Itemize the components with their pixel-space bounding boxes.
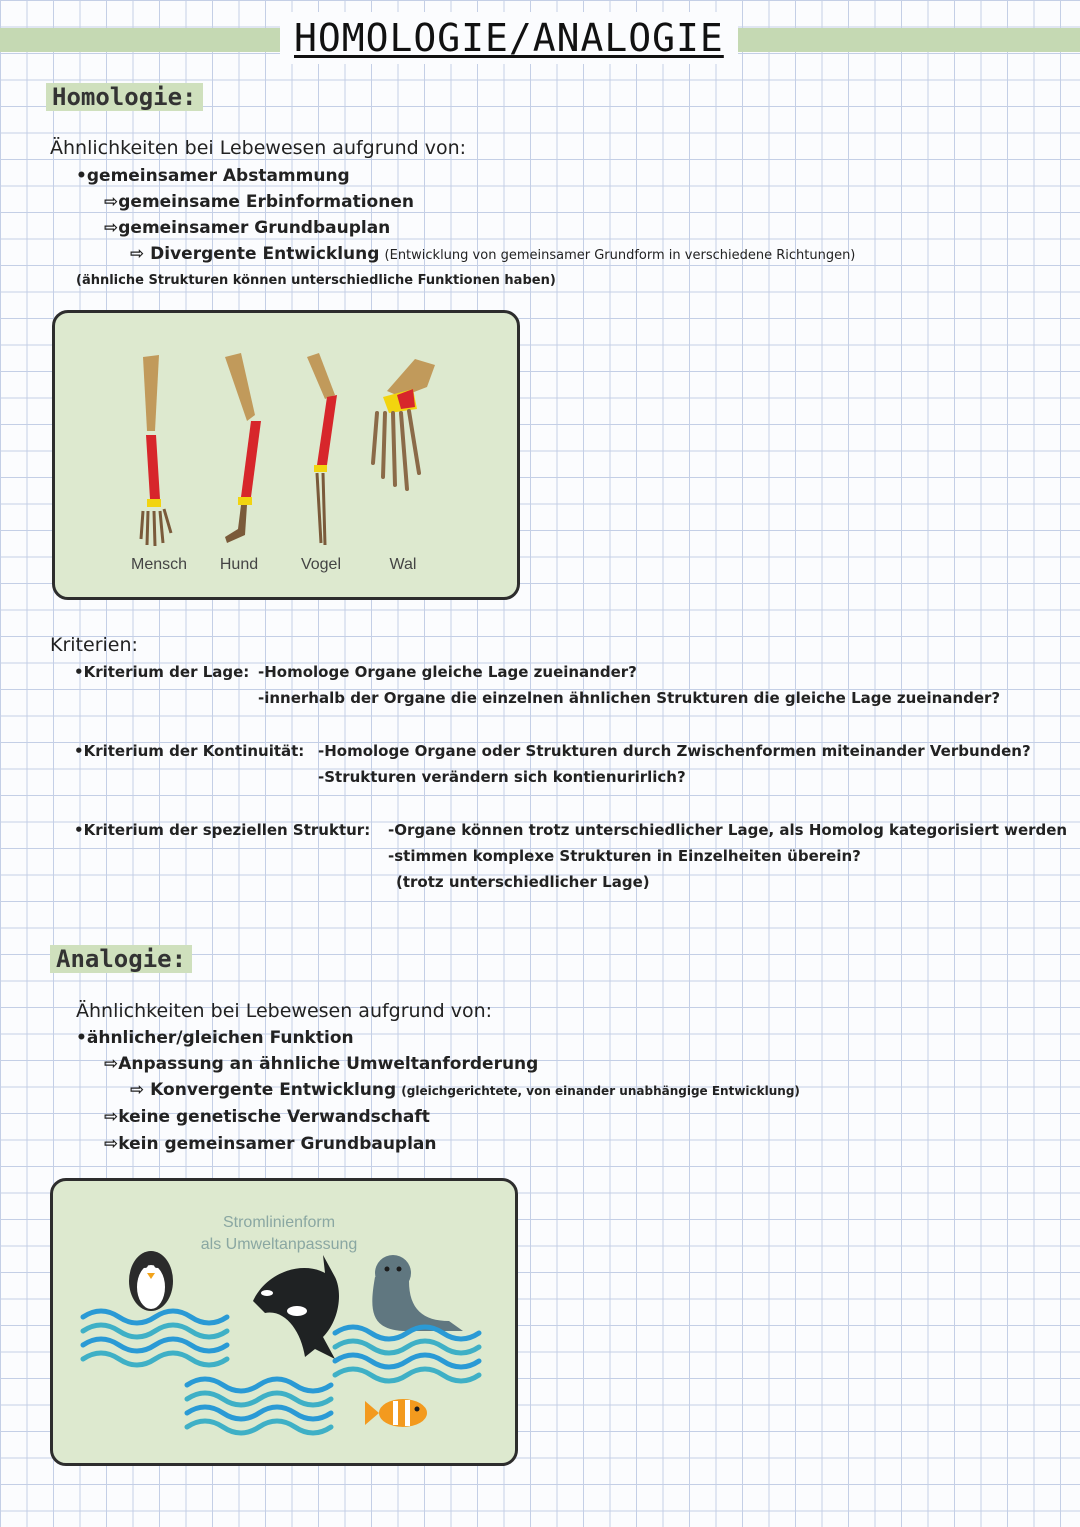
bird-wing bbox=[307, 353, 337, 545]
human-arm bbox=[141, 355, 171, 546]
waves-left-icon bbox=[83, 1311, 227, 1365]
homologie-sub1: ⇨gemeinsame Erbinformationen bbox=[104, 192, 414, 212]
seal-icon bbox=[372, 1255, 463, 1331]
homologie-sub3 bbox=[130, 242, 855, 268]
streamline-illustration bbox=[53, 1181, 515, 1463]
dog-leg bbox=[225, 353, 261, 543]
homologie-figure bbox=[52, 310, 520, 600]
divergent-note: (Entwicklung von gemeinsamer Grundform in verschiedene Richtungen) bbox=[384, 248, 856, 263]
kriterium-struktur-3: (trotz unterschiedlicher Lage) bbox=[396, 873, 650, 891]
kriterium-kontinuitaet-2: -Strukturen verändern sich kontienurirlich? bbox=[318, 768, 686, 786]
waves-bottom-icon bbox=[187, 1379, 331, 1433]
caption-line-1: Stromlinienform bbox=[222, 1214, 336, 1231]
analogie-sub3: ⇨keine genetische Verwandschaft bbox=[104, 1107, 430, 1127]
analogie-intro: Ähnlichkeiten bei Lebewesen aufgrund von: bbox=[76, 1000, 493, 1022]
analogie-figure bbox=[50, 1178, 518, 1466]
fish-icon bbox=[365, 1399, 427, 1427]
orca-icon bbox=[253, 1255, 339, 1359]
label-wal: Wal bbox=[389, 556, 417, 573]
label-mensch: Mensch bbox=[130, 556, 188, 573]
analogie-sub1: ⇨Anpassung an ähnliche Umweltanforderung bbox=[104, 1054, 539, 1074]
kriterium-lage-1: -Homologe Organe gleiche Lage zueinander? bbox=[258, 663, 637, 681]
homologie-remark: (ähnliche Strukturen können unterschiedliche Funktionen haben) bbox=[76, 273, 556, 288]
kriterium-lage-2: -innerhalb der Organe die einzelnen ähnlichen Strukturen die gleiche Lage zueinander? bbox=[258, 689, 1001, 707]
penguin-icon bbox=[129, 1251, 173, 1311]
kriterium-kontinuitaet-label: •Kriterium der Kontinuität: bbox=[74, 742, 305, 760]
divergent-label: ⇨ Divergente Entwicklung bbox=[130, 244, 380, 264]
label-hund: Hund bbox=[219, 556, 259, 573]
kriterium-lage-label: •Kriterium der Lage: bbox=[74, 663, 250, 681]
page-title: HOMOLOGIE/ANALOGIE bbox=[280, 12, 738, 64]
label-vogel: Vogel bbox=[300, 556, 342, 573]
homologie-point: •gemeinsamer Abstammung bbox=[76, 166, 350, 186]
homologie-heading: Homologie: bbox=[46, 83, 203, 111]
kriterium-struktur-1: -Organe können trotz unterschiedlicher Lage, als Homolog kategorisiert werden bbox=[388, 821, 1068, 839]
konvergent-note: (gleichgerichtete, von einander unabhängige Entwicklung) bbox=[401, 1084, 800, 1098]
kriterium-struktur-label: •Kriterium der speziellen Struktur: bbox=[74, 821, 371, 839]
caption-line-2: als Umweltanpassung bbox=[200, 1236, 358, 1253]
waves-right-icon bbox=[335, 1327, 479, 1381]
kriterien-heading: Kriterien: bbox=[50, 634, 138, 656]
kriterium-kontinuitaet-1: -Homologe Organe oder Strukturen durch Zwischenformen miteinander Verbunden? bbox=[318, 742, 1031, 760]
homologie-intro: Ähnlichkeiten bei Lebewesen aufgrund von: bbox=[50, 137, 467, 159]
analogie-sub2 bbox=[130, 1078, 800, 1103]
kriterium-struktur-2: -stimmen komplexe Strukturen in Einzelheiten überein? bbox=[388, 847, 861, 865]
homologie-sub2: ⇨gemeinsamer Grundbauplan bbox=[104, 218, 391, 238]
limb-illustration bbox=[55, 313, 517, 597]
analogie-point: •ähnlicher/gleichen Funktion bbox=[76, 1028, 354, 1048]
konvergent-label: ⇨ Konvergente Entwicklung bbox=[130, 1080, 397, 1100]
whale-flipper bbox=[373, 359, 435, 489]
analogie-sub4: ⇨kein gemeinsamer Grundbauplan bbox=[104, 1134, 437, 1154]
analogie-heading: Analogie: bbox=[50, 945, 192, 973]
